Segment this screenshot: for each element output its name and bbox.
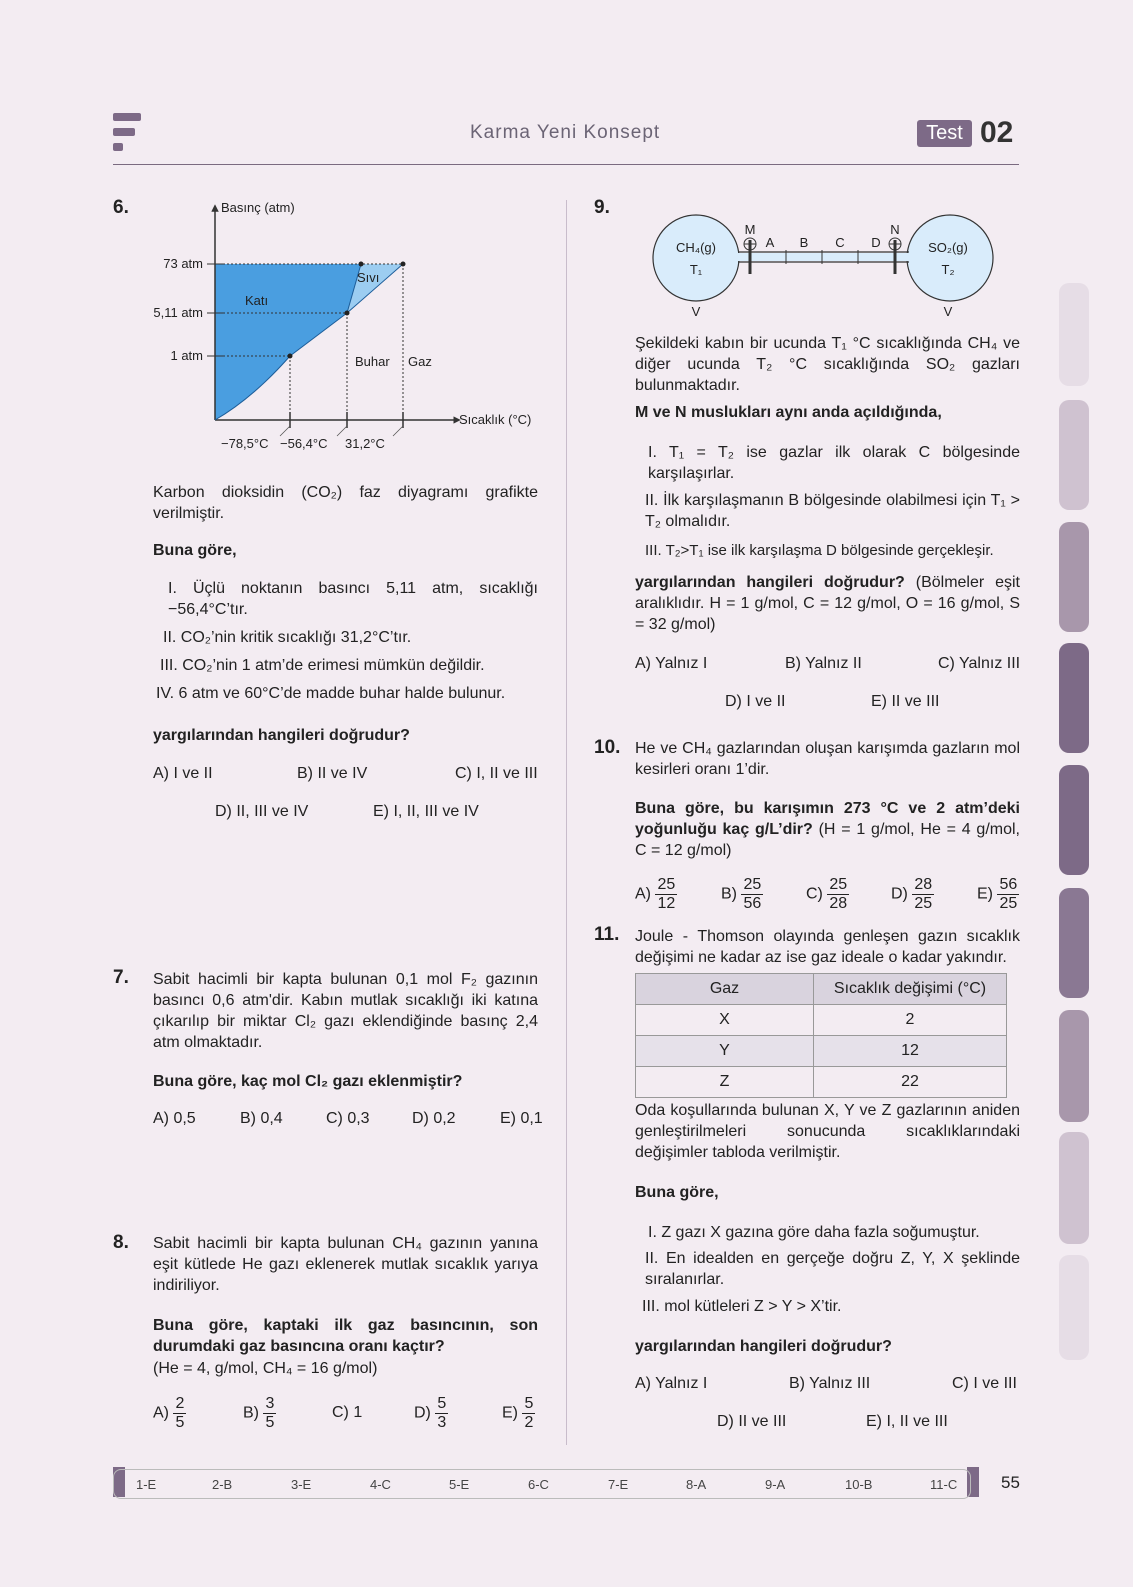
q8-note: (He = 4, g/mol, CH₄ = 16 g/mol) [153,1360,378,1377]
q6-number: 6. [113,197,129,218]
q7-option-a[interactable]: A) 0,5 [153,1110,196,1127]
y-tick-73: 73 atm [163,256,203,271]
q6-statement-4: IV. 6 atm ve 60°C’de madde buhar halde bulunur. [156,685,506,702]
q7-option-c[interactable]: C) 0,3 [326,1110,370,1127]
q6-statement-3: III. CO₂’nin 1 atm’de erimesi mümkün değildir. [160,657,485,674]
q8-option-c[interactable]: C) 1 [332,1404,363,1421]
q9-statement-2: II. İlk karşılaşmanın B bölgesinde olabilmesi için T₁ > T₂ olmalıdır. [645,492,1020,530]
q10-option-d[interactable]: D) $\frac{28}{25}$ [891,876,933,912]
q9-note: (Bölmeler eşit aralıklıdır. H = 1 g/mol, C = 12 g/mol, O = 16 g/mol, S = 32 g/mol) [635,574,1020,633]
region-gas: Gaz [408,354,432,369]
left-gas-label: CH₄(g) [676,240,716,255]
q8-question: Buna göre, kaptaki ilk gaz basıncının, son durumdaki gaz basıncına oranı kaçtır? [153,1317,538,1355]
region-b: B [799,235,809,250]
answer-key-item: 7-E [608,1477,629,1492]
q7-option-d[interactable]: D) 0,2 [412,1110,456,1127]
valve-m-label: M [744,222,756,237]
q10-number: 10. [594,737,621,758]
answer-key-item: 2-B [212,1477,233,1492]
right-volume-label: V [943,304,953,319]
q11-lead: Buna göre, [635,1184,719,1201]
q6-statement-1: I. Üçlü noktanın basıncı 5,11 atm, sıcaklığı −56,4°C’tır. [168,580,538,618]
region-a: A [765,235,775,250]
table-cell: 22 [814,1067,1007,1098]
q11-option-a[interactable]: A) Yalnız I [635,1375,708,1392]
q8-number: 8. [113,1232,129,1253]
q11-statement-3: III. mol kütleleri Z > Y > X’tir. [642,1298,842,1315]
q7-question: Buna göre, kaç mol Cl₂ gazı eklenmiştir? [153,1073,463,1090]
answer-key-item: 11-C [930,1477,958,1492]
answer-key-item: 4-C [370,1477,391,1492]
right-gas-label: SO₂(g) [928,240,968,255]
q8-option-b[interactable]: B) $\frac{3}{5}$ [243,1395,275,1431]
header-title: Karma Yeni Konsept [470,122,661,143]
y-axis-label: Basınç (atm) [221,200,295,215]
q8-text: Sabit hacimli bir kapta bulunan CH₄ gazının yanına eşit kütlede He gazı eklenerek mutlak sıcaklık yarıya indiriliyor. [153,1235,538,1294]
gas-diffusion-figure [650,212,1000,327]
q10-option-c[interactable]: C) $\frac{25}{28}$ [806,876,848,912]
q9-question-text: yargılarından hangileri doğrudur? [635,574,905,591]
side-tab [1059,283,1089,386]
q6-option-c[interactable]: C) I, II ve III [455,765,538,782]
answer-key-item: 1-E [136,1477,157,1492]
x-axis-label: Sıcaklık (°C) [459,412,532,427]
q7-option-b[interactable]: B) 0,4 [240,1110,283,1127]
table-header-temp: Sıcaklık değişimi (°C) [814,974,1007,1005]
table-cell: 12 [814,1036,1007,1067]
side-tab [1059,643,1089,753]
region-vapor: Buhar [355,354,390,369]
q9-statement-1: I. T₁ = T₂ ise gazlar ilk olarak C bölgesinde karşılaşırlar. [648,444,1020,482]
valve-n-label: N [890,222,900,237]
table-header-gas: Gaz [636,974,814,1005]
q6-question: yargılarından hangileri doğrudur? [153,727,410,744]
q11-option-e[interactable]: E) I, II ve III [866,1413,948,1430]
q11-text2: Oda koşullarında bulunan X, Y ve Z gazlarının aniden genleştirilmeleri sonucunda sıcaklıklarındaki değişimler tabloda verilmiştir. [635,1102,1020,1161]
region-liquid: Sıvı [357,270,380,285]
header-divider [113,164,1019,165]
q8-option-e[interactable]: E) $\frac{5}{2}$ [502,1395,534,1431]
side-tab [1059,765,1089,875]
q11-option-b[interactable]: B) Yalnız III [789,1375,871,1392]
q9-option-d[interactable]: D) I ve II [725,693,786,710]
q9-lead: M ve N muslukları aynı anda açıldığında, [635,404,942,421]
q11-statement-1: I. Z gazı X gazına göre daha fazla soğumuştur. [648,1224,980,1241]
q10-question-text: Buna göre, bu karışımın 273 °C ve 2 atm’deki yoğunluğu kaç g/L’dir? [635,800,1020,838]
y-tick-1: 1 atm [170,348,203,363]
q10-option-a[interactable]: A) $\frac{25}{12}$ [635,876,676,912]
q9-question [635,572,1020,635]
table-cell: Z [636,1067,814,1098]
co2-phase-diagram [145,198,545,468]
answer-key-item: 8-A [686,1477,707,1492]
side-tab [1059,888,1089,998]
answer-key-item: 9-A [765,1477,786,1492]
q8-option-d[interactable]: D) $\frac{5}{3}$ [414,1395,447,1431]
q11-question: yargılarından hangileri doğrudur? [635,1338,892,1355]
side-tab [1059,400,1089,510]
test-number: 02 [980,116,1014,149]
q11-text: Joule - Thomson olayında genleşen gazın sıcaklık değişimi ne kadar az ise gaz ideale o kadar yakındır. [635,928,1020,966]
q10-text: He ve CH₄ gazlarından oluşan karışımda gazların mol kesirleri oranı 1’dir. [635,740,1020,778]
region-c: C [835,235,845,250]
q9-option-a[interactable]: A) Yalnız I [635,655,708,672]
table-cell: Y [636,1036,814,1067]
q6-intro: Karbon dioksidin (CO₂) faz diyagramı grafikte verilmiştir. [153,484,538,522]
left-volume-label: V [691,304,701,319]
q11-number: 11. [594,924,620,945]
region-d: D [871,235,881,250]
x-tick-564: −56,4°C [280,436,328,451]
left-temp-label: T₁ [689,262,703,277]
q6-option-b[interactable]: B) II ve IV [297,765,368,782]
q8-option-a[interactable]: A) $\frac{2}{5}$ [153,1395,185,1431]
q7-number: 7. [113,967,129,988]
side-tab [1059,1255,1089,1360]
column-divider [566,200,567,1445]
x-tick-312: 31,2°C [345,436,385,451]
right-temp-label: T₂ [941,262,955,277]
q11-option-d[interactable]: D) II ve III [717,1413,787,1430]
answer-key-item: 3-E [291,1477,312,1492]
q6-option-e[interactable]: E) I, II, III ve IV [373,803,479,820]
answer-key-item: 10-B [845,1477,873,1492]
y-tick-511: 5,11 atm [153,305,203,320]
q10-option-e[interactable]: E) $\frac{56}{25}$ [977,876,1018,912]
q10-note: (H = 1 g/mol, He = 4 g/mol, C = 12 g/mol) [635,821,1020,859]
q6-statement-2: II. CO₂’nin kritik sıcaklığı 31,2°C’tır. [163,629,412,646]
q10-option-b[interactable]: B) $\frac{25}{56}$ [721,876,762,912]
q9-option-b[interactable]: B) Yalnız II [785,655,862,672]
answer-key-item: 6-C [528,1477,549,1492]
q7-option-e[interactable]: E) 0,1 [500,1110,543,1127]
q9-text: Şekildeki kabın bir ucunda T₁ °C sıcaklığında CH₄ ve diğer ucunda T₂ °C sıcaklığında SO₂ gazları bulunmaktadır. [635,335,1020,394]
region-solid: Katı [245,293,269,308]
q9-option-c[interactable]: C) Yalnız III [938,655,1021,672]
q6-lead: Buna göre, [153,542,237,559]
table-cell: 2 [814,1005,1007,1036]
solid-region [215,264,361,420]
q11-statement-2: II. En idealden en gerçeğe doğru Z, Y, X şeklinde sıralanırlar. [645,1250,1020,1288]
x-tick-785: −78,5°C [221,436,269,451]
q7-text: Sabit hacimli bir kapta bulunan 0,1 mol F₂ gazının basıncı 0,6 atm'dir. Kabın mutlak sıcaklığı iki katına çıkarılıp bir miktar Cl₂ gazı eklendiğinde basınç 2,4 atm olmaktadır. [153,971,538,1051]
q11-option-c[interactable]: C) I ve III [952,1375,1017,1392]
side-tab [1059,1010,1089,1122]
side-tab [1059,1132,1089,1244]
page-number: 55 [1001,1473,1020,1492]
answer-key-item: 5-E [449,1477,470,1492]
q9-statement-3: III. T₂>T₁ ise ilk karşılaşma D bölgesinde gerçekleşir. [645,542,994,559]
q9-option-e[interactable]: E) II ve III [871,693,940,710]
test-badge: Test [917,120,972,147]
table-cell: X [636,1005,814,1036]
side-tab [1059,522,1089,632]
q6-option-d[interactable]: D) II, III ve IV [215,803,309,820]
q6-option-a[interactable]: A) I ve II [153,765,213,782]
q10-question [635,798,1020,861]
q9-number: 9. [594,197,610,218]
joule-thomson-table [635,973,1007,1098]
